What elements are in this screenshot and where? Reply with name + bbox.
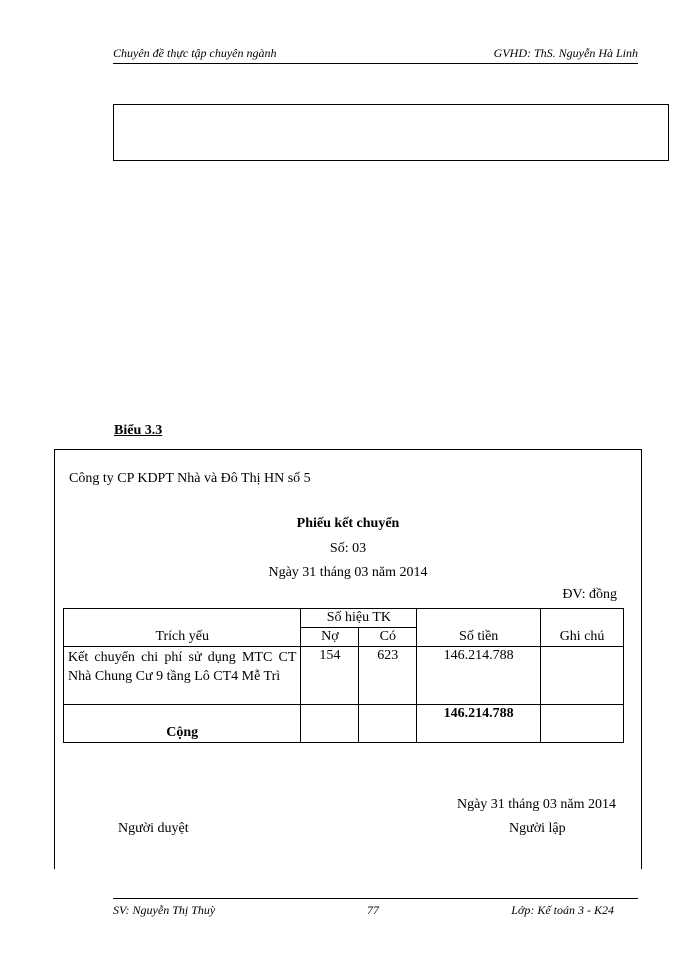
total-amount: 146.214.788 <box>417 705 541 743</box>
table-header-row-1 <box>64 609 624 628</box>
col-credit-header: Có <box>359 628 417 647</box>
col-note-header: Ghi chú <box>541 609 624 647</box>
col-amount-header: Số tiền <box>417 609 541 647</box>
total-row <box>64 705 624 743</box>
total-label: Cộng <box>64 705 301 743</box>
col-account-group-header: Số hiệu TK <box>301 609 417 628</box>
row-description: Kết chuyển chi phí sử dụng MTC CT Nhà Chung Cư 9 tầng Lô CT4 Mễ Trì <box>64 647 301 705</box>
total-debit-cell <box>301 705 359 743</box>
col-description-header: Trích yếu <box>64 609 301 647</box>
section-label: Biểu 3.3 <box>114 423 163 438</box>
voucher-number: Số: 03 <box>329 541 367 556</box>
sign-date: Ngày 31 tháng 03 năm 2014 <box>456 797 616 812</box>
voucher-date: Ngày 31 tháng 03 năm 2014 <box>268 565 428 580</box>
header-left: Chuyên đề thực tập chuyên ngành <box>113 46 277 60</box>
approver-label: Người duyệt <box>118 821 189 836</box>
footer-class: Lớp: Kế toán 3 - K24 <box>511 903 614 917</box>
currency-unit: ĐV: đồng <box>562 587 617 602</box>
empty-text-box <box>113 104 669 161</box>
row-amount: 146.214.788 <box>417 647 541 705</box>
total-note-cell <box>541 705 624 743</box>
total-credit-cell <box>359 705 417 743</box>
row-debit: 154 <box>301 647 359 705</box>
header-rule <box>113 63 638 64</box>
col-debit-header: Nợ <box>301 628 359 647</box>
company-name: Công ty CP KDPT Nhà và Đô Thị HN số 5 <box>69 471 311 486</box>
header-right: GVHD: ThS. Nguyễn Hà Linh <box>493 46 638 60</box>
table-row <box>64 647 624 705</box>
page-number: 77 <box>367 903 379 917</box>
preparer-label: Người lập <box>509 821 566 836</box>
footer-rule <box>113 898 638 899</box>
row-note <box>541 647 624 705</box>
footer-student: SV: Nguyễn Thị Thuỳ <box>113 903 216 917</box>
voucher-title: Phiếu kết chuyển <box>296 516 400 531</box>
voucher-table <box>63 608 624 743</box>
row-credit: 623 <box>359 647 417 705</box>
